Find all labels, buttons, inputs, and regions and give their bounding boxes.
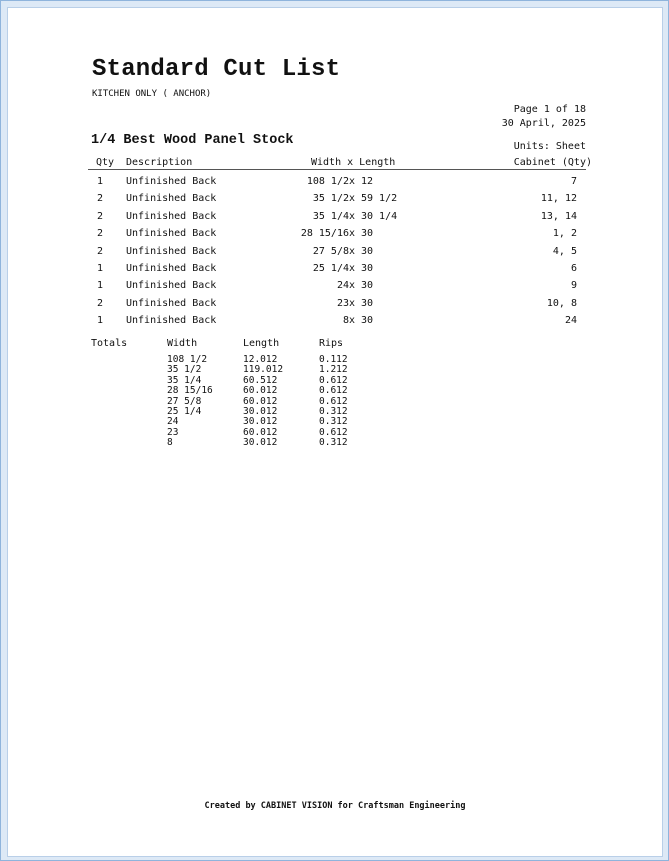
row-description: Unfinished Back — [126, 245, 217, 257]
row-x: x — [349, 315, 356, 327]
totals-rips: 1.212 — [319, 364, 348, 376]
totals-length: 30.012 — [243, 437, 278, 449]
report-title: Standard Cut List — [92, 56, 341, 83]
totals-length: 60.012 — [243, 426, 278, 438]
table-row — [8, 208, 662, 225]
row-width: 28 15/16 — [300, 228, 349, 240]
row-qty: 2 — [96, 245, 104, 257]
totals-table — [8, 354, 662, 448]
row-description: Unfinished Back — [126, 176, 217, 187]
row-length: 30 — [361, 280, 374, 292]
row-cabinet: 13, 14 — [540, 210, 577, 222]
row-x: x — [349, 210, 356, 222]
totals-header-length: Length — [243, 338, 280, 349]
row-length: 30 — [361, 228, 374, 240]
row-length: 30 — [361, 315, 374, 327]
row-width: 25 1/4 — [312, 262, 349, 274]
section-title: 1/4 Best Wood Panel Stock — [91, 133, 294, 148]
report-date: 30 April, 2025 — [501, 118, 586, 129]
row-x: x — [349, 228, 356, 240]
totals-width: 27 5/8 — [167, 395, 202, 407]
table-row — [8, 312, 662, 329]
row-qty: 1 — [96, 280, 104, 292]
row-description: Unfinished Back — [126, 210, 217, 222]
totals-length: 60.012 — [243, 385, 278, 397]
row-cabinet: 7 — [570, 176, 577, 187]
table-row — [8, 260, 662, 277]
header-description: Description — [126, 157, 193, 168]
totals-width: 23 — [167, 426, 179, 438]
totals-rips: 0.312 — [319, 405, 348, 417]
row-length: 30 — [361, 262, 374, 274]
header-qty: Qty — [96, 157, 115, 168]
totals-width: 35 1/2 — [167, 364, 202, 376]
row-length: 59 1/2 — [361, 193, 398, 205]
row-width: 108 1/2 — [306, 176, 349, 187]
totals-header-width: Width — [167, 338, 198, 349]
row-description: Unfinished Back — [126, 228, 217, 240]
row-length: 30 — [361, 245, 374, 257]
row-width: 24 — [336, 280, 349, 292]
totals-rips: 0.312 — [319, 437, 348, 449]
row-cabinet: 4, 5 — [552, 245, 577, 257]
row-description: Unfinished Back — [126, 297, 217, 309]
row-x: x — [349, 193, 356, 205]
totals-length: 30.012 — [243, 416, 278, 428]
table-row — [8, 190, 662, 207]
row-cabinet: 10, 8 — [546, 297, 577, 309]
page-info — [502, 103, 586, 131]
row-description: Unfinished Back — [126, 262, 217, 274]
row-cabinet: 11, 12 — [540, 193, 577, 205]
row-description: Unfinished Back — [126, 280, 217, 292]
row-cabinet: 6 — [570, 262, 577, 274]
row-cabinet: 9 — [570, 280, 577, 292]
row-x: x — [349, 297, 356, 309]
row-width: 35 1/2 — [312, 193, 349, 205]
row-qty: 2 — [96, 228, 104, 240]
totals-width: 24 — [167, 416, 179, 428]
header-divider — [88, 169, 586, 170]
table-row — [8, 243, 662, 260]
row-description: Unfinished Back — [126, 315, 217, 327]
report-footer: Created by CABINET VISION for Craftsman Engineering — [204, 801, 466, 811]
row-width: 8 — [342, 315, 349, 327]
totals-row — [8, 406, 662, 416]
row-qty: 1 — [96, 176, 104, 187]
totals-rips: 0.112 — [319, 354, 348, 365]
totals-row — [8, 364, 662, 374]
row-cabinet: 24 — [564, 315, 577, 327]
row-qty: 2 — [96, 210, 104, 222]
totals-width: 108 1/2 — [167, 354, 208, 365]
totals-row — [8, 375, 662, 385]
row-description: Unfinished Back — [126, 193, 217, 205]
totals-width: 25 1/4 — [167, 405, 202, 417]
totals-row — [8, 416, 662, 426]
header-size: Width x Length — [311, 157, 396, 168]
row-qty: 2 — [96, 297, 104, 309]
totals-length: 12.012 — [243, 354, 278, 365]
totals-label: Totals — [91, 338, 128, 349]
report-subtitle: KITCHEN ONLY ( ANCHOR) — [92, 89, 212, 99]
totals-rips: 0.612 — [319, 395, 348, 407]
row-qty: 1 — [96, 315, 104, 327]
totals-row — [8, 427, 662, 437]
totals-width: 35 1/4 — [167, 374, 202, 386]
totals-row — [8, 385, 662, 395]
row-qty: 2 — [96, 193, 104, 205]
totals-rips: 0.612 — [319, 374, 348, 386]
row-x: x — [349, 176, 356, 187]
totals-row — [8, 396, 662, 406]
row-width: 27 5/8 — [312, 245, 349, 257]
totals-rips: 0.612 — [319, 426, 348, 438]
totals-row — [8, 437, 662, 447]
row-length: 30 — [361, 297, 374, 309]
page-number: Page 1 of 18 — [513, 104, 586, 115]
totals-length: 60.512 — [243, 374, 278, 386]
totals-header-rips: Rips — [319, 338, 344, 349]
table-row — [8, 225, 662, 242]
row-x: x — [349, 245, 356, 257]
totals-length: 60.012 — [243, 395, 278, 407]
table-row — [8, 295, 662, 312]
cut-list-table — [8, 173, 662, 330]
totals-rips: 0.612 — [319, 385, 348, 397]
table-row — [8, 277, 662, 294]
row-width: 23 — [336, 297, 349, 309]
row-length: 30 1/4 — [361, 210, 398, 222]
row-width: 35 1/4 — [312, 210, 349, 222]
row-cabinet: 1, 2 — [552, 228, 577, 240]
row-x: x — [349, 262, 356, 274]
table-row — [8, 173, 662, 190]
row-qty: 1 — [96, 262, 104, 274]
totals-rips: 0.312 — [319, 416, 348, 428]
units-label: Units: Sheet — [513, 141, 586, 152]
header-cabinet: Cabinet (Qty) — [513, 157, 592, 168]
totals-length: 30.012 — [243, 405, 278, 417]
totals-row — [8, 354, 662, 364]
totals-width: 28 15/16 — [167, 385, 213, 397]
totals-width: 8 — [167, 437, 173, 449]
row-x: x — [349, 280, 356, 292]
row-length: 12 — [361, 176, 374, 187]
totals-length: 119.012 — [243, 364, 284, 376]
report-page — [7, 7, 663, 857]
